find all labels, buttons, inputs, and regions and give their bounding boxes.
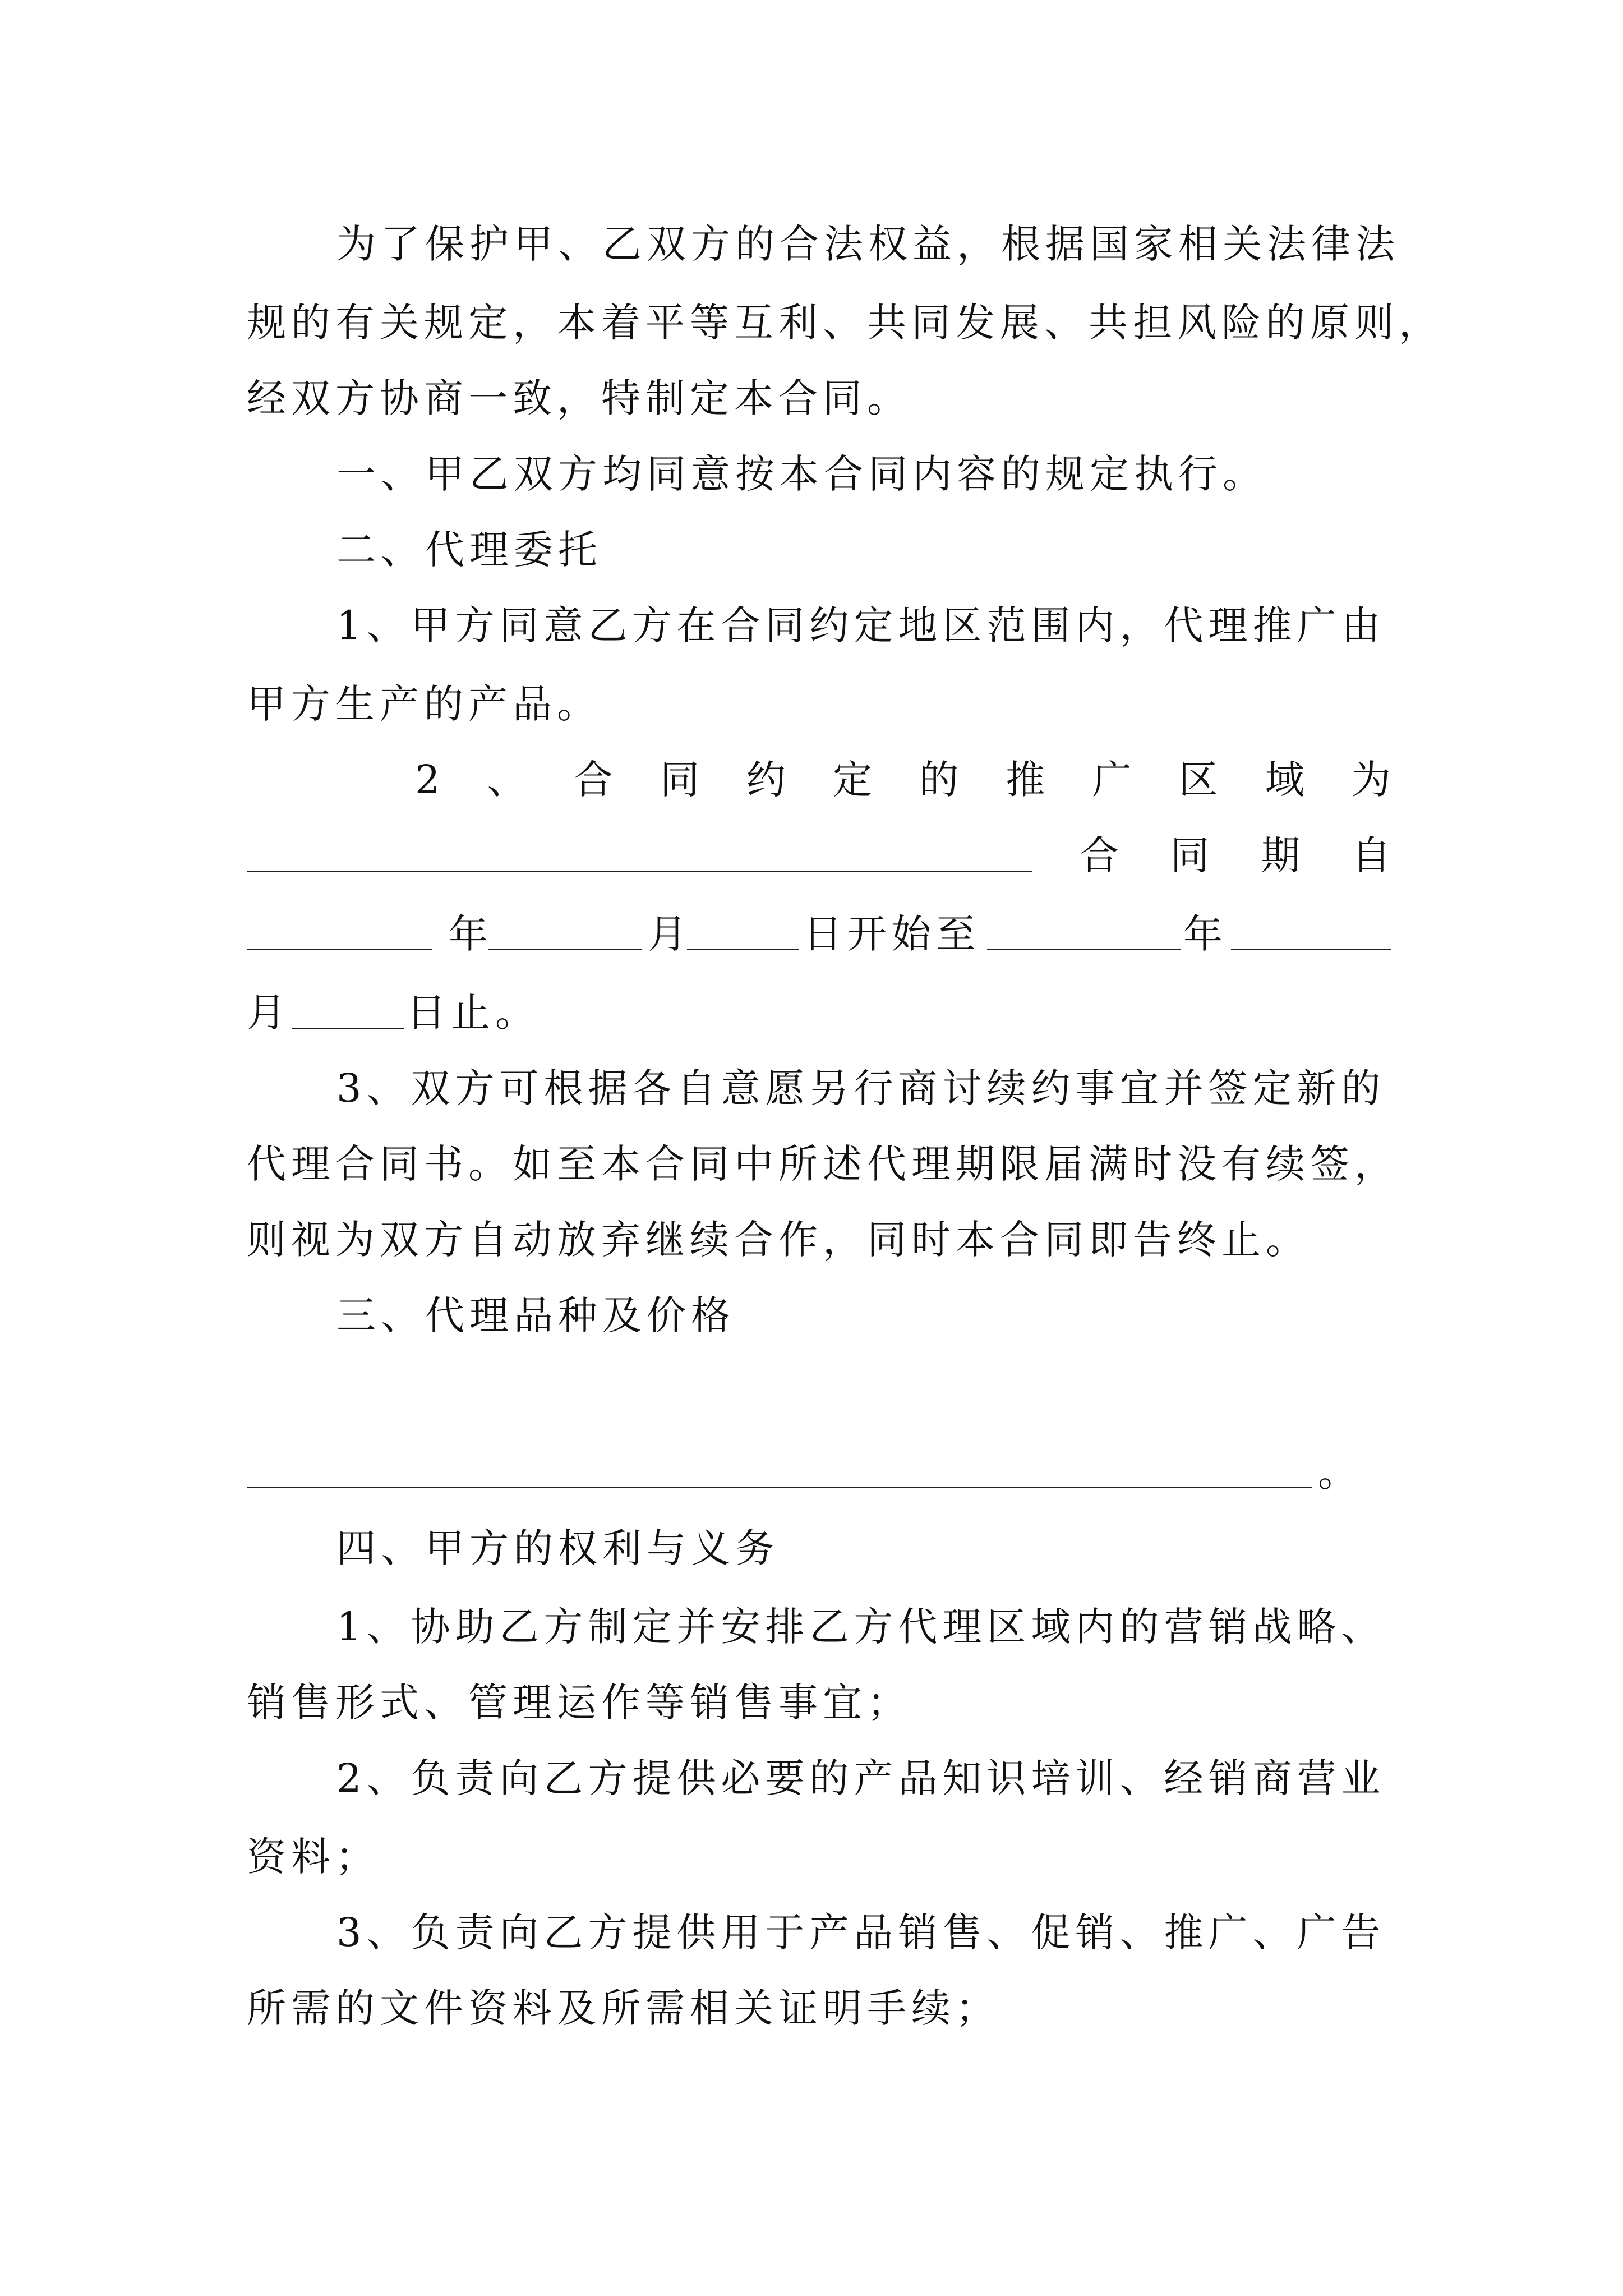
end-year-label: 年 bbox=[1183, 911, 1223, 957]
preamble-line-2: 规的有关规定，本着平等互利、共同发展、共担风险的原则， bbox=[247, 300, 1443, 346]
item-2-char: 同 bbox=[660, 757, 699, 803]
section-2-heading: 二、代理委托 bbox=[336, 527, 602, 573]
item-2-char: 广 bbox=[1092, 757, 1132, 803]
start-month-label: 月 bbox=[648, 911, 687, 957]
end-day-label: 日止。 bbox=[407, 990, 540, 1036]
section-2-item-1-line-2: 甲方生产的产品。 bbox=[247, 681, 601, 727]
preamble-line-3: 经双方协商一致，特制定本合同。 bbox=[247, 375, 911, 421]
section-4-item-3-line-2: 所需的文件资料及所需相关证明手续； bbox=[247, 1985, 1000, 2031]
section-4-heading: 四、甲方的权利与义务 bbox=[336, 1525, 780, 1571]
section-4-item-3-line-1: 3、负责向乙方提供用于产品销售、促销、推广、广告 bbox=[336, 1910, 1386, 1955]
section-4-item-1-line-1: 1、协助乙方制定并安排乙方代理区域内的营销战略、 bbox=[336, 1604, 1386, 1650]
item-2-char: 、 bbox=[487, 757, 527, 803]
section-2-item-2-line-2 bbox=[1080, 830, 1391, 881]
item-2-period-char: 合 bbox=[1080, 832, 1119, 878]
item-2-char: 约 bbox=[746, 757, 786, 803]
section-3-end-mark: 。 bbox=[1318, 1450, 1357, 1496]
section-2-item-2-line-1 bbox=[415, 754, 1391, 805]
section-2-item-3-line-2: 代理合同书。如至本合同中所述代理期限届满时没有续签， bbox=[247, 1141, 1399, 1187]
section-2-item-1-line-1: 1、甲方同意乙方在合同约定地区范围内，代理推广由 bbox=[336, 602, 1386, 648]
section-4-item-2-line-2: 资料； bbox=[247, 1834, 380, 1880]
section-3-heading: 三、代理品种及价格 bbox=[336, 1292, 735, 1338]
end-month-blank[interactable] bbox=[1231, 949, 1391, 950]
item-2-char: 为 bbox=[1351, 757, 1391, 803]
start-year-blank[interactable] bbox=[247, 949, 432, 950]
preamble-line-1: 为了保护甲、乙双方的合法权益，根据国家相关法律法 bbox=[336, 221, 1400, 267]
item-2-period-char: 期 bbox=[1261, 832, 1301, 878]
item-2-char: 的 bbox=[919, 757, 959, 803]
section-4-item-1-line-2: 销售形式、管理运作等销售事宜； bbox=[247, 1680, 911, 1726]
item-2-char: 域 bbox=[1265, 757, 1304, 803]
section-2-item-3-line-3: 则视为双方自动放弃继续合作，同时本合同即告终止。 bbox=[247, 1217, 1310, 1263]
region-blank[interactable] bbox=[247, 871, 1032, 872]
end-day-blank[interactable] bbox=[292, 1028, 404, 1029]
item-2-char: 推 bbox=[1006, 757, 1045, 803]
start-month-blank[interactable] bbox=[488, 949, 642, 950]
item-2-period-char: 自 bbox=[1351, 832, 1391, 878]
item-2-char: 区 bbox=[1178, 757, 1218, 803]
start-year-label: 年 bbox=[449, 911, 488, 957]
item-2-char: 定 bbox=[833, 757, 873, 803]
section-4-item-2-line-1: 2、负责向乙方提供必要的产品知识培训、经销商营业 bbox=[336, 1755, 1386, 1801]
section-2-item-3-line-1: 3、双方可根据各自意愿另行商讨续约事宜并签定新的 bbox=[336, 1065, 1386, 1111]
item-2-period-char: 同 bbox=[1170, 832, 1210, 878]
section-1-text: 一、甲乙双方均同意按本合同内容的规定执行。 bbox=[336, 451, 1267, 497]
item-2-char: 合 bbox=[573, 757, 613, 803]
start-day-blank[interactable] bbox=[687, 949, 799, 950]
product-price-blank[interactable] bbox=[247, 1487, 1312, 1488]
item-2-char: 2 bbox=[415, 757, 440, 803]
start-day-label: 日开始至 bbox=[803, 911, 980, 957]
end-year-blank[interactable] bbox=[987, 949, 1181, 950]
end-month-label: 月 bbox=[247, 990, 286, 1036]
